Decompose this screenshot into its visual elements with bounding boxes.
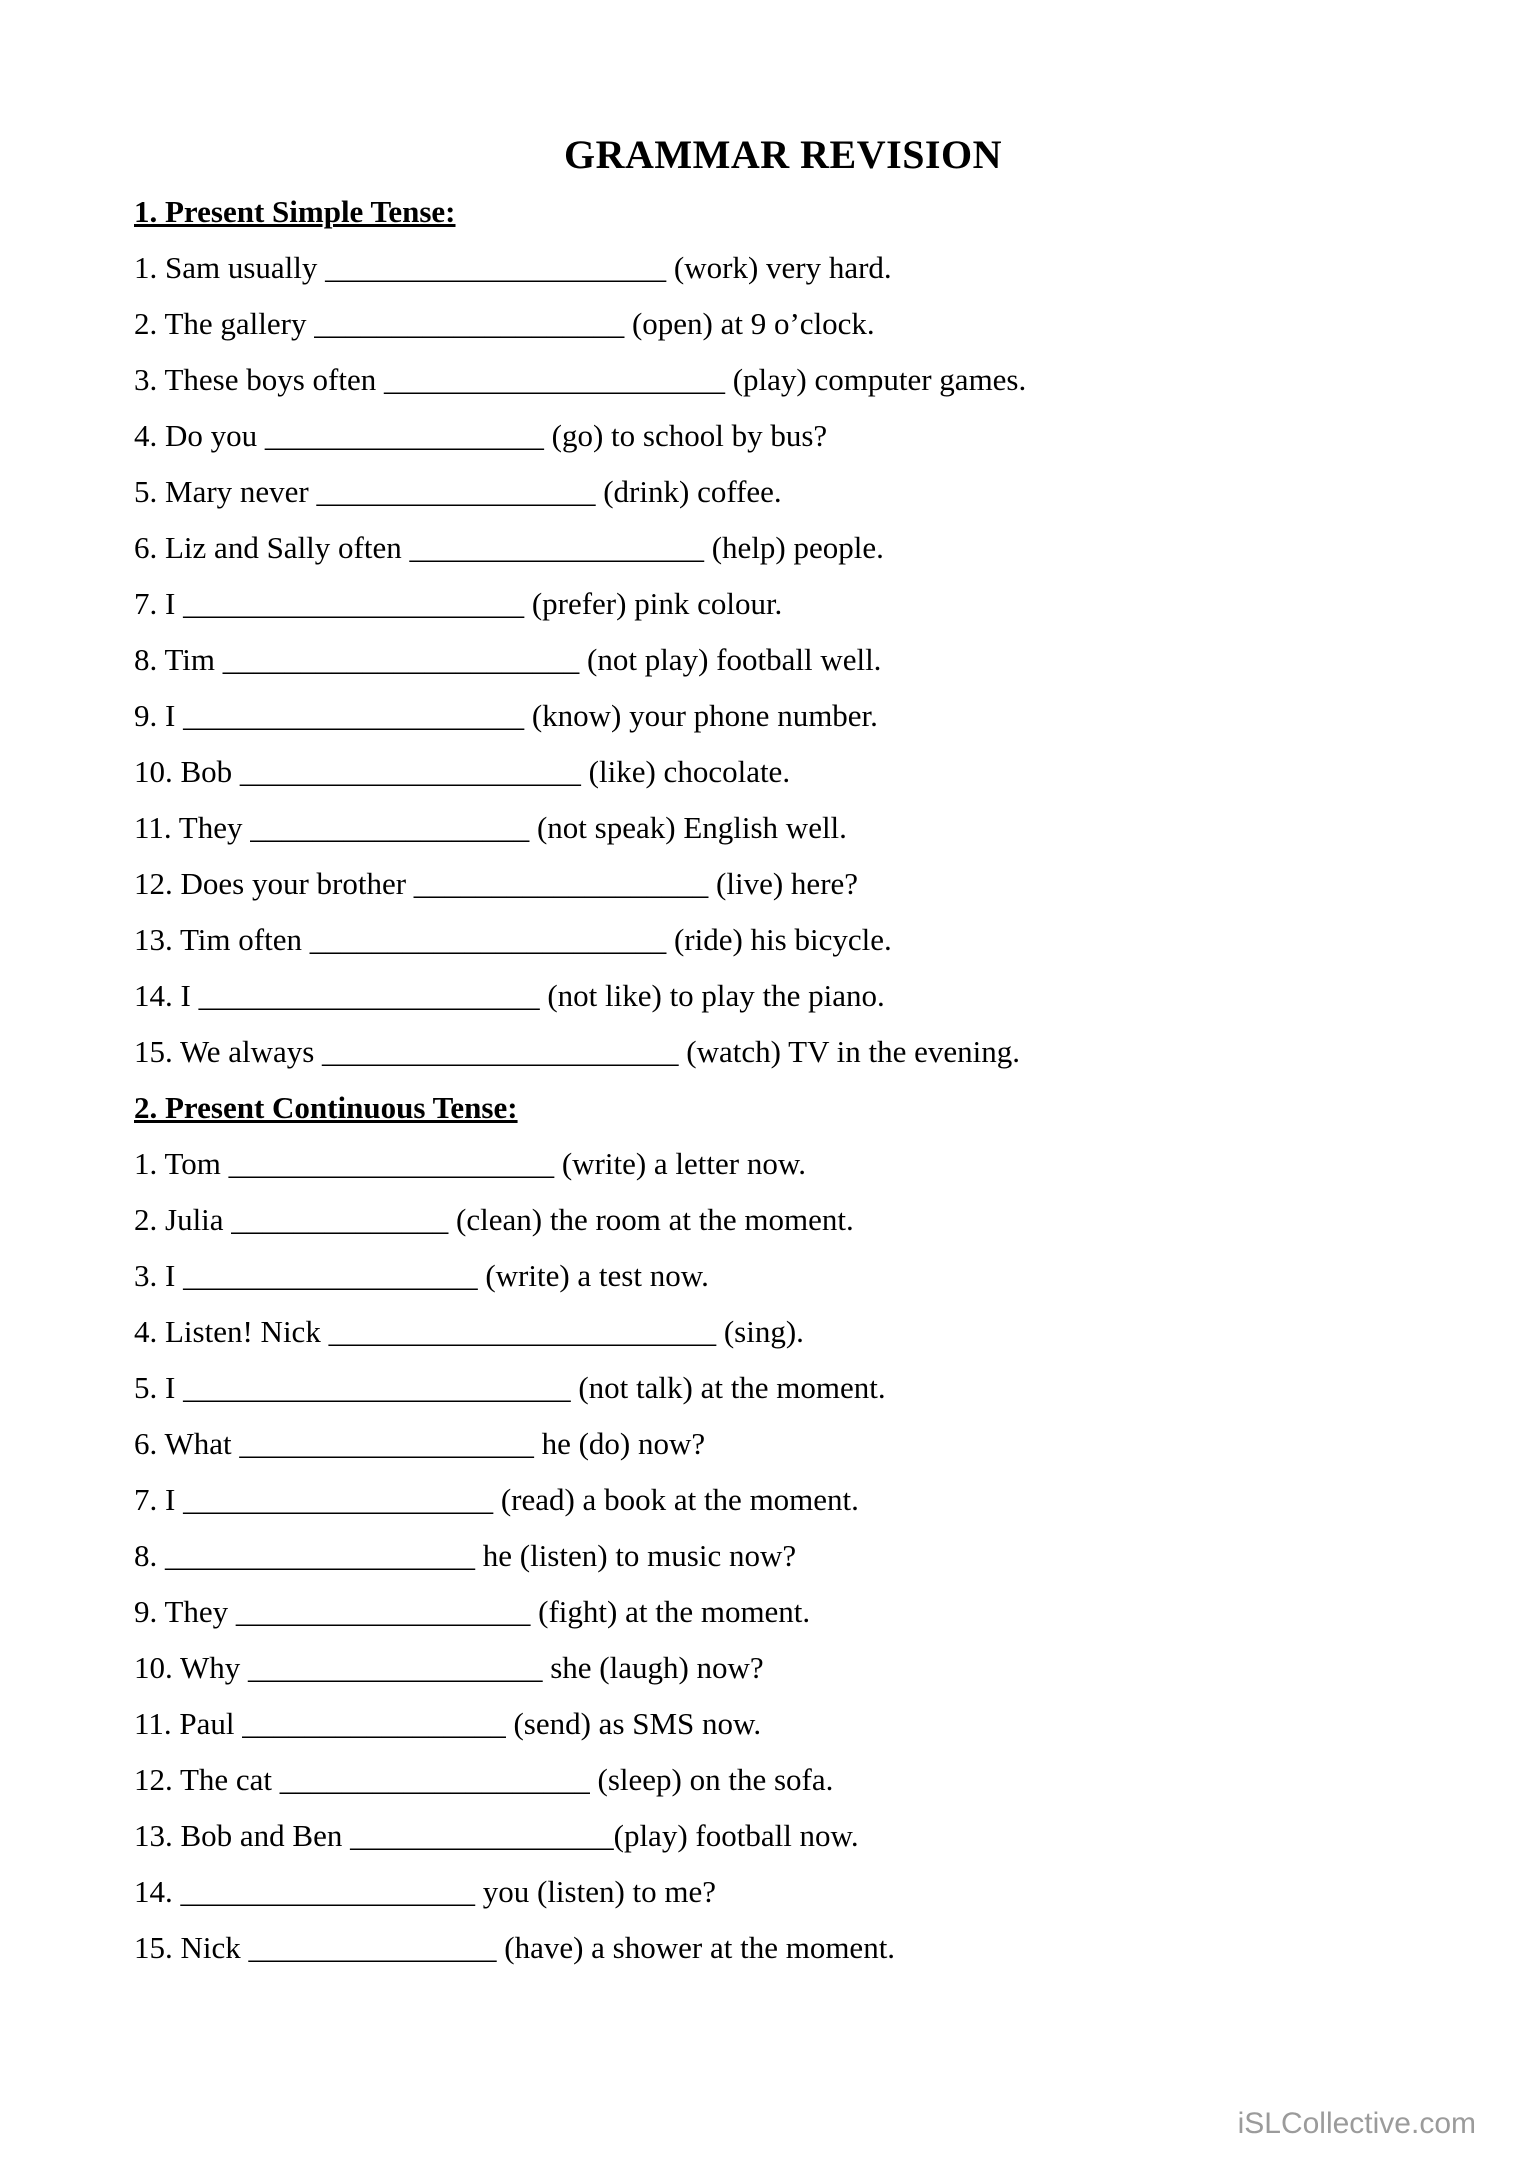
exercise-line: 11. They __________________ (not speak) English well.: [134, 810, 847, 845]
exercise-line: 3. I ___________________ (write) a test now.: [134, 1258, 709, 1293]
exercise-line: 1. Sam usually ______________________ (work) very hard.: [134, 250, 892, 285]
exercise-line: 8. Tim _______________________ (not play) football well.: [134, 642, 882, 677]
page-title: GRAMMAR REVISION: [564, 132, 1002, 177]
exercise-line: 2. The gallery ____________________ (open) at 9 o’clock.: [134, 306, 875, 341]
exercise-line: 6. What ___________________ he (do) now?: [134, 1426, 706, 1461]
exercise-line: 5. I _________________________ (not talk) at the moment.: [134, 1370, 886, 1405]
exercise-line: 15. We always _______________________ (watch) TV in the evening.: [134, 1034, 1021, 1069]
exercise-line: 11. Paul _________________ (send) as SMS now.: [134, 1706, 762, 1741]
exercise-line: 12. The cat ____________________ (sleep) on the sofa.: [134, 1762, 834, 1797]
section-present-continuous: [134, 1080, 1432, 1976]
exercise-line: 12. Does your brother ___________________ (live) here?: [134, 866, 859, 901]
exercise-line: 5. Mary never __________________ (drink) coffee.: [134, 474, 782, 509]
exercise-line: 4. Do you __________________ (go) to school by bus?: [134, 418, 828, 453]
exercise-line: 15. Nick ________________ (have) a shower at the moment.: [134, 1930, 896, 1965]
exercise-line: 9. I ______________________ (know) your phone number.: [134, 698, 878, 733]
exercise-line: 1. Tom _____________________ (write) a letter now.: [134, 1146, 806, 1181]
exercise-line: 6. Liz and Sally often ___________________ (help) people.: [134, 530, 884, 565]
exercise-line: 3. These boys often ______________________ (play) computer games.: [134, 362, 1027, 397]
exercise-line: 13. Tim often _______________________ (ride) his bicycle.: [134, 922, 892, 957]
exercise-line: 4. Listen! Nick _________________________ (sing).: [134, 1314, 804, 1349]
exercise-line: 8. ____________________ he (listen) to music now?: [134, 1538, 797, 1573]
exercise-line: 13. Bob and Ben _________________(play) football now.: [134, 1818, 859, 1853]
exercise-line: 14. I ______________________ (not like) to play the piano.: [134, 978, 885, 1013]
section-heading-present-continuous: 2. Present Continuous Tense:: [134, 1090, 518, 1125]
exercise-line: 9. They ___________________ (fight) at the moment.: [134, 1594, 811, 1629]
exercise-line: 10. Bob ______________________ (like) chocolate.: [134, 754, 791, 789]
exercise-line: 2. Julia ______________ (clean) the room at the moment.: [134, 1202, 854, 1237]
exercise-line: 10. Why ___________________ she (laugh) now?: [134, 1650, 764, 1685]
watermark-islcollective: iSLCollective.com: [1237, 2107, 1476, 2140]
exercise-line: 7. I ______________________ (prefer) pink colour.: [134, 586, 783, 621]
section-heading-present-simple: 1. Present Simple Tense:: [134, 194, 456, 229]
exercise-line: 14. ___________________ you (listen) to me?: [134, 1874, 717, 1909]
exercise-line: 7. I ____________________ (read) a book at the moment.: [134, 1482, 859, 1517]
section-present-simple: [134, 184, 1432, 1080]
